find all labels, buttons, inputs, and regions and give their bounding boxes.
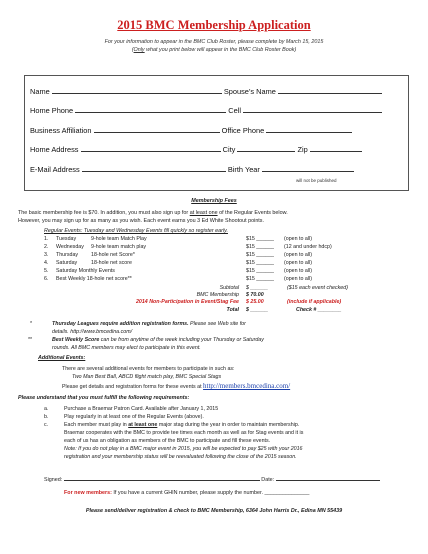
non-participation-note: (include if applicable): [287, 299, 342, 305]
requirements-heading: Please understand that you must fulfill the following requirements:: [18, 395, 190, 401]
totals-block: [0, 285, 428, 317]
requirement-c-line-2: Braemar cooperates with the BMC to provide tee times each month as well as for Stag events and it is: [64, 430, 304, 436]
cell-field[interactable]: [243, 106, 382, 113]
zip-field[interactable]: [310, 145, 362, 152]
event-1-amount[interactable]: $15 ______: [246, 236, 274, 242]
email-row: E-Mail Address Birth Year: [30, 165, 354, 174]
spouse-name-field[interactable]: [278, 87, 382, 94]
instructions-line-1: For your information to appear in the BMC Club Roster, please complete by March 15, 2015: [104, 39, 324, 45]
regular-events-list: [44, 236, 404, 284]
event-4[interactable]: 4.: [44, 260, 49, 266]
note-1-marker: *: [30, 321, 33, 327]
additional-events-heading: Additional Events:: [38, 355, 86, 361]
total-label: Total: [226, 307, 239, 313]
event-4-desc: 18-hole net score: [91, 260, 132, 266]
fees-paragraph-1: The basic membership fee is $70. In addition, you must also sign up for at least one of the Regular Events below.: [18, 210, 288, 216]
event-4-amount[interactable]: $15 ______: [246, 260, 274, 266]
additional-events-line-2: Two Man Best Ball, ABCD flight match play, BMC Special Stags: [72, 374, 222, 380]
requirement-c-line-3: each of us has an obligation as members of the BMC to participate and fill these events.: [64, 438, 271, 444]
page-title: 2015 BMC Membership Application: [117, 18, 311, 32]
mailing-instructions: Please send/deliver registration & check to BMC Membership, 6364 John Harris Dr., Edina MN 55439: [85, 508, 343, 514]
event-5[interactable]: 5.: [44, 268, 49, 274]
non-participation-amount: $ 25.00: [246, 299, 264, 305]
non-participation-label: 2014 Non-Participation in Event/Stag Fee: [135, 299, 239, 305]
event-6-note: (open to all): [284, 276, 312, 282]
city-field[interactable]: [237, 145, 295, 152]
requirement-b: Play regularly in at least one of the Regular Events (above).: [64, 414, 204, 420]
event-5-note: (open to all): [284, 268, 312, 274]
event-6[interactable]: 6.: [44, 276, 49, 282]
event-3-desc: 18-hole net Score*: [91, 252, 135, 258]
new-members-row: For new members: If you have a current GHIN number, please supply the number. _______________: [64, 490, 310, 496]
business-row: Business Affiliation Office Phone: [30, 126, 352, 135]
membership-fees-heading: Membership Fees: [191, 198, 237, 204]
check-number-field[interactable]: Check # ________: [296, 307, 342, 313]
email-field[interactable]: [82, 165, 226, 172]
instructions-line-2: (Only what you print below will appear in the BMC Club Roster Book): [131, 47, 297, 53]
signature-field[interactable]: [64, 475, 260, 481]
event-2-amount[interactable]: $15 ______: [246, 244, 274, 250]
membership-label: BMC Membership: [196, 292, 239, 298]
home-phone-field[interactable]: [75, 106, 226, 113]
birth-year-note: will not be published: [296, 178, 337, 183]
event-3-amount[interactable]: $15 ______: [246, 252, 274, 258]
signature-row: Signed: Date:: [44, 475, 380, 483]
event-2-day: Wednesday: [56, 244, 84, 250]
note-2-line-1: Best Weekly Score can be from anytime of the week including your Thursday or Saturday: [52, 337, 264, 343]
regular-events-heading: Regular Events: Tuesday and Wednesday Events fill quickly so register early.: [44, 228, 228, 234]
event-2-desc: 9-hole team match play: [91, 244, 147, 250]
requirement-a: Purchase a Braemar Patron Card. Available after January 1, 2015: [64, 406, 219, 412]
event-5-day: Saturday Monthly Events: [56, 268, 115, 274]
event-1[interactable]: 1.: [44, 236, 49, 242]
fees-paragraph-2: However, you may sign up for as many as you wish. Each event earns you 3 Ed White Shootout points.: [18, 218, 265, 224]
note-2-line-2: rounds. All BMC members may elect to participate in this event.: [52, 345, 201, 351]
address-row: Home Address City Zip: [30, 145, 362, 154]
event-3-day: Thursday: [56, 252, 79, 258]
event-1-desc: 9-hole team Match Play: [91, 236, 147, 242]
members-site-link[interactable]: http://members.bmcedina.com/: [203, 382, 291, 390]
birth-year-field[interactable]: [262, 165, 354, 172]
requirement-c-line-1: Each member must play in at least one major stag during the year in order to maintain membership.: [64, 422, 300, 428]
note-1-line-2: details. http://www.bmcedina.com/: [52, 329, 133, 335]
event-3-note: (open to all): [284, 252, 312, 258]
subtotal-note: ($15 each event checked): [287, 285, 348, 291]
event-4-note: (open to all): [284, 260, 312, 266]
event-4-day: Saturday: [56, 260, 78, 266]
event-2-note: (12 and under hdcp): [284, 244, 332, 250]
requirement-a-marker: a.: [44, 406, 49, 412]
requirement-c-marker: c.: [44, 422, 49, 428]
event-3[interactable]: 3.: [44, 252, 49, 258]
event-6-day: Best Weekly 18-hole net score**: [56, 276, 132, 282]
event-1-note: (open to all): [284, 236, 312, 242]
total-field[interactable]: $ ______: [246, 307, 269, 313]
membership-amount: $ 70.00: [246, 292, 264, 298]
date-field[interactable]: [276, 475, 380, 481]
home-address-field[interactable]: [81, 145, 221, 152]
phone-row: Home Phone Cell: [30, 106, 382, 115]
event-2[interactable]: 2.: [44, 244, 49, 250]
additional-events-line-1: There are several additional events for members to participate in such as:: [62, 366, 235, 372]
requirement-c-note-2: registration and your membership status will be reevaluated following the close of the 2015 season.: [64, 454, 297, 460]
subtotal-label: Subtotal: [219, 285, 239, 291]
subtotal-field[interactable]: $ ______: [246, 285, 269, 291]
event-1-day: Tuesday: [56, 236, 77, 242]
office-phone-field[interactable]: [266, 126, 352, 133]
name-field[interactable]: [52, 87, 222, 94]
requirement-c-note-1: Note: If you do not play in a BMC major event in 2015, you will be expected to pay $25 with your 2016: [64, 446, 303, 452]
event-5-amount[interactable]: $15 ______: [246, 268, 274, 274]
additional-events-line-3: Please get details and registration forms for these events at http://members.bmcedina.com/: [62, 382, 291, 390]
business-affiliation-field[interactable]: [94, 126, 220, 133]
note-2-marker: **: [28, 337, 33, 343]
note-1-line-1: Thursday Leagues require addition registration forms. Please see Web site for: [52, 321, 246, 327]
name-row: Name Spouse’s Name: [30, 87, 382, 96]
requirement-b-marker: b.: [44, 414, 49, 420]
ghin-number-field[interactable]: If you have a current GHIN number, please supply the number. _______________: [111, 490, 310, 496]
event-6-amount[interactable]: $15 ______: [246, 276, 274, 282]
